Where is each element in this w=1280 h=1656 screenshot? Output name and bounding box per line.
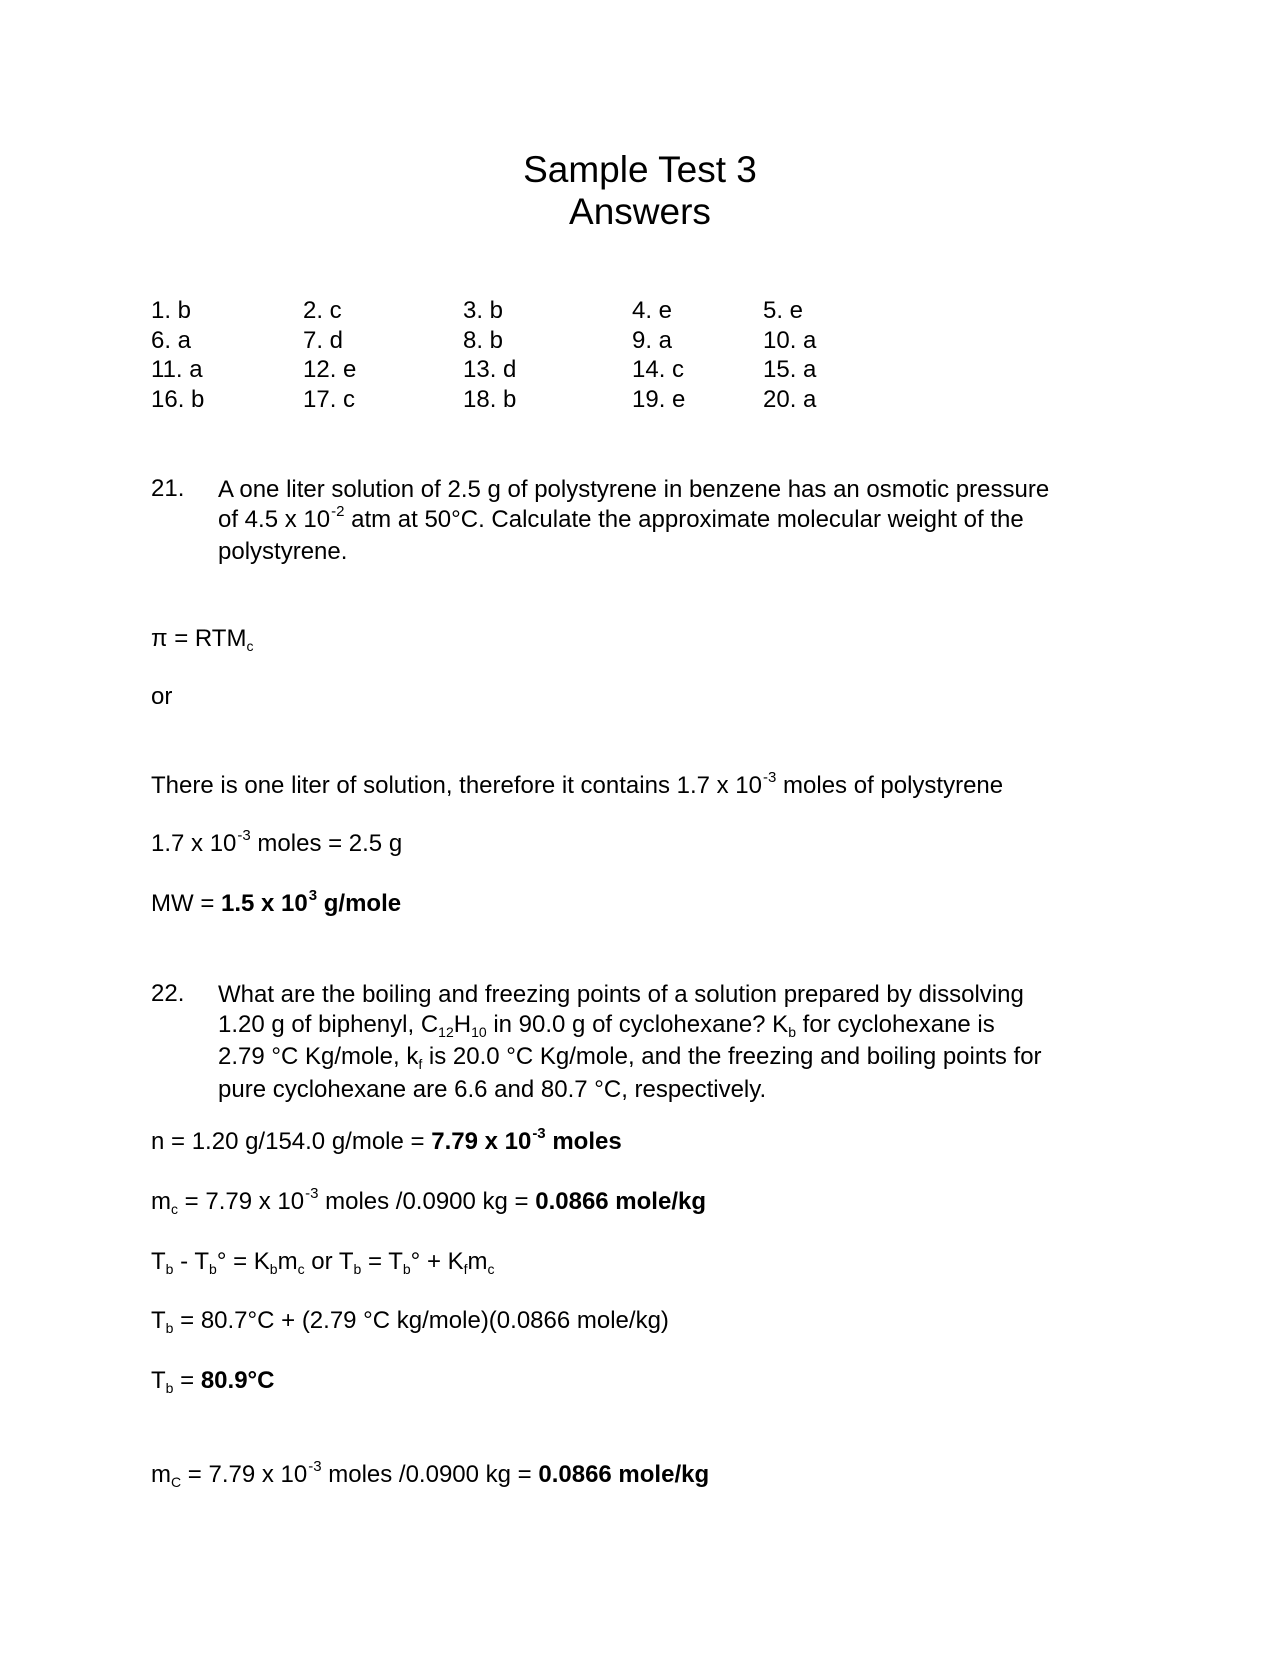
- boiling-point-answer: $T_b = 80.9^\circ C$: [151, 1367, 275, 1396]
- or-text: or: [151, 683, 173, 710]
- molality-calc-repeat: $m_C = 7.79$ x $10^{-3}$ moles /0.0900 kg = 0.0866 mole/kg: [151, 1458, 710, 1490]
- answer-item: 12. e: [303, 356, 357, 384]
- answer-item: 8. b: [463, 326, 504, 354]
- mw-answer: MW = 1.5 x $10^3$ g/mole: [151, 887, 402, 917]
- question-21-number: 21.: [151, 475, 185, 502]
- answer-item: 3. b: [463, 297, 504, 324]
- answer-item: 20. a: [763, 385, 817, 413]
- answer-item: 9. a: [632, 326, 673, 354]
- answer-item: 5. e: [763, 297, 804, 324]
- answer-item: 6. a: [151, 326, 192, 354]
- answer-item: 14. c: [632, 356, 685, 384]
- answer-item: 13. d: [463, 356, 517, 384]
- answer-item: 17. c: [303, 385, 356, 413]
- boiling-equation: $T_b - T_b^\circ = K_bm_c$ or $T_b = T_b^\circ + K_fm_c$: [151, 1248, 495, 1277]
- question-21-text: [218, 475, 1118, 567]
- answer-item: 16. b: [151, 385, 205, 413]
- answer-item: 15. a: [763, 356, 817, 384]
- answer-item: 2. c: [303, 297, 342, 324]
- answer-item: 4. e: [632, 297, 673, 324]
- answer-item: 10. a: [763, 326, 817, 354]
- question-line: pure cyclohexane are 6.6 and 80.7 °C, respectively.: [218, 1075, 767, 1103]
- question-line: What are the boiling and freezing points of a solution prepared by dissolving: [218, 981, 1024, 1008]
- question-line: 1.20 g of biphenyl, $C_{12}H_{10}$ in 90.0 g of cyclohexane? $K_b$ for cyclohexane is: [218, 1010, 995, 1040]
- question-22-text: [218, 980, 1118, 1104]
- moles-calc: n = 1.20 g/154.0 g/mole = 7.79 x $10^{-3}$ moles: [151, 1125, 622, 1155]
- question-line: A one liter solution of 2.5 g of polystyrene in benzene has an osmotic pressure: [218, 476, 1050, 503]
- question-22-number: 22.: [151, 980, 185, 1007]
- question-line: of 4.5 x $10^{-2}$ atm at 50°C. Calculate the approximate molecular weight of the: [218, 502, 1024, 533]
- solution-line: 1.7 x $10^{-3}$ moles = 2.5 g: [151, 827, 403, 857]
- answer-item: 1. b: [151, 297, 192, 324]
- question-line: 2.79 °C Kg/mole, $k_f$ is 20.0 °C Kg/mole, and the freezing and boiling points for: [218, 1043, 1042, 1072]
- answer-item: 7. d: [303, 326, 344, 354]
- answer-item: 18. b: [463, 385, 517, 413]
- molality-calc: $m_c = 7.79$ x $10^{-3}$ moles /0.0900 kg = 0.0866 mole/kg: [151, 1185, 706, 1217]
- solution-line: There is one liter of solution, therefore it contains 1.7 x $10^{-3}$ moles of polystyrene: [151, 769, 1004, 799]
- page-title: Sample Test 3: [523, 149, 757, 190]
- boiling-substitution: $T_b = 80.7^\circ C + (2.79$ °C kg/mole)(0.0866 mole/kg): [151, 1307, 669, 1336]
- osmotic-formula: $\pi = RTM_c$: [151, 625, 254, 654]
- answer-item: 19. e: [632, 385, 686, 413]
- answer-item: 11. a: [151, 356, 203, 384]
- question-line: polystyrene.: [218, 538, 348, 565]
- page-subtitle: Answers: [569, 191, 711, 232]
